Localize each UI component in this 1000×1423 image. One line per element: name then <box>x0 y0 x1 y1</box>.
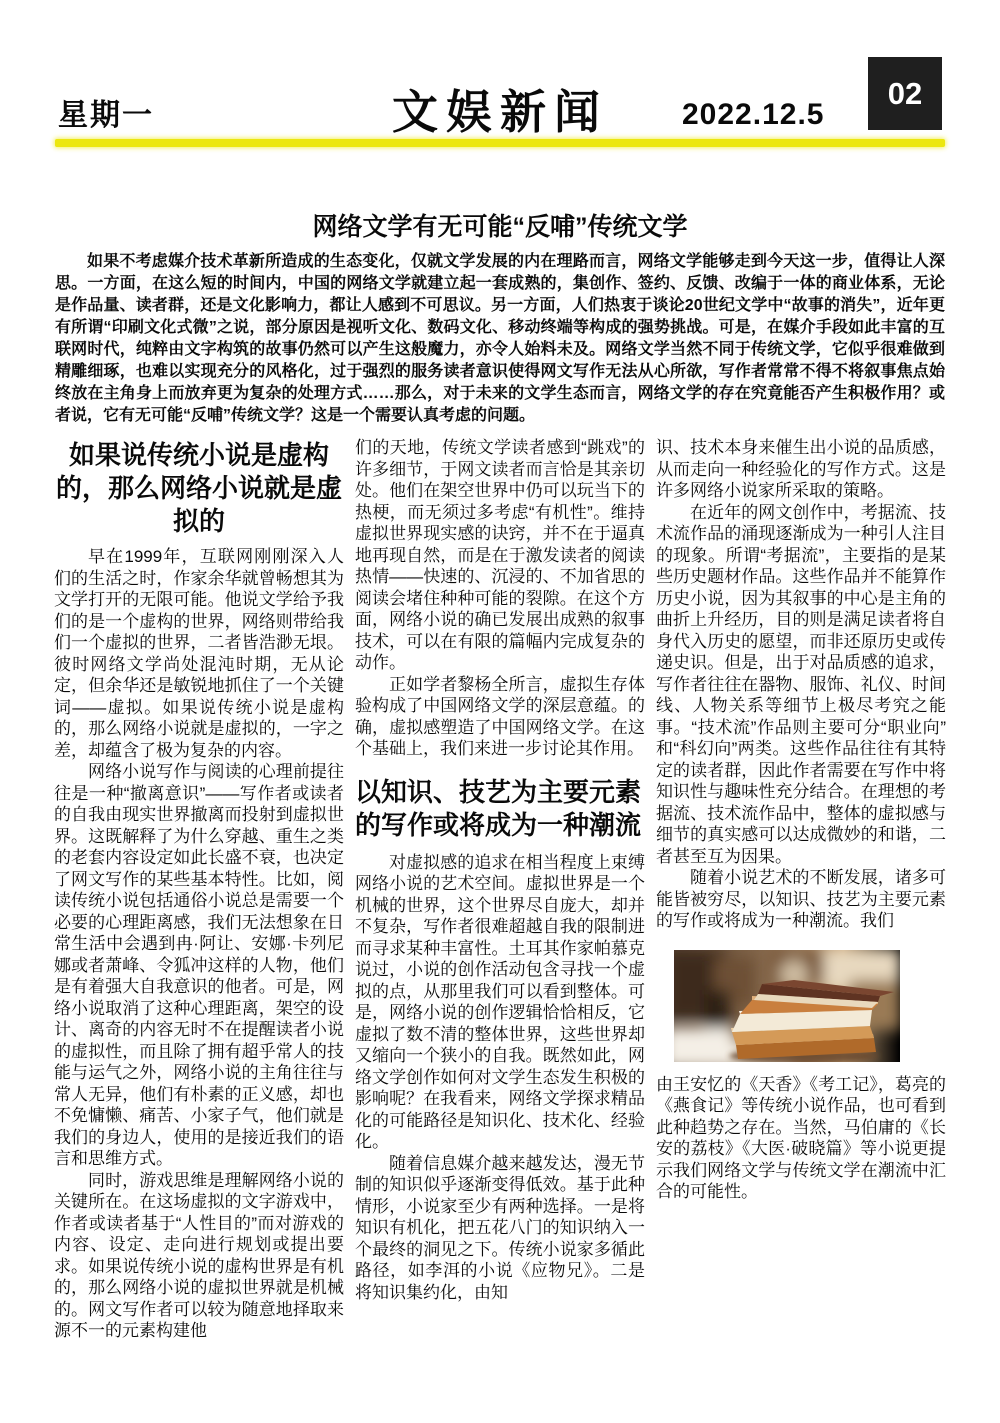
body-paragraph: 随着信息媒介越来越发达，漫无节制的知识似乎逐渐变得低效。基于此种情形，小说家至少有两种选择。一是将知识有机化，把五花八门的知识纳入一个最终的洞见之下。传统小说家多循此路径，如李洱的小说《应物兄》。二是将知识集约化，由知 <box>355 1153 645 1302</box>
page-header <box>0 0 1000 152</box>
masthead-title: 文娱新闻 <box>392 86 608 138</box>
issue-date: 2022.12.5 <box>682 98 825 131</box>
column-left <box>54 437 344 1342</box>
column-layout <box>54 437 946 1342</box>
body-paragraph: 在近年的网文创作中，考据流、技术流作品的涌现逐渐成为一种引人注目的现象。所谓“考据流”，主要指的是某些历史题材作品。这些作品并不能算作历史小说，因为其叙事的中心是主角的曲折上升经历，目的则是满足读者将自身代入历史的愿望，而非还原历史或传递史识。但是，出于对品质感的追求，写作者往往在器物、服饰、礼仪、时间线、人物关系等细节上极尽考究之能事。“技术流”作品则主要可分“职业向”和“科幻向”两类。这些作品往往有其特定的读者群，因此作者需要在写作中将知识性与趣味性充分结合。在理想的考据流、技术流作品中，整体的虚拟感与细节的真实感可以达成微妙的和谐，二者甚至互为因果。 <box>656 502 946 866</box>
books-photo <box>674 950 900 1062</box>
body-paragraph: 们的天地，传统文学读者感到“跳戏”的许多细节，于网文读者而言恰是其亲切处。他们在架空世界中仍可以玩当下的热梗，而无须过多考虑“有机性”。维持虚拟世界现实感的诀窍，并不在于逼真地再现自然，而是在于激发读者的阅读热情——快速的、沉浸的、不加省思的阅读会堵住种种可能的裂隙。在这个方面，网络小说的确已发展出成熟的叙事技术，可以在有限的篇幅内完成复杂的动作。 <box>355 438 645 672</box>
column-right <box>656 437 946 1342</box>
body-paragraph: 正如学者黎杨全所言，虚拟生存体验构成了中国网络文学的深层意蕴。的确，虚拟感塑造了中国网络文学。在这个基础上，我们来进一步讨论其作用。 <box>355 674 645 758</box>
body-paragraph: 随着小说艺术的不断发展，诸多可能皆被穷尽，以知识、技艺为主要元素的写作或将成为一种潮流。我们 <box>656 868 946 930</box>
body-paragraph: 识、技术本身来催生出小说的品质感，从而走向一种经验化的写作方式。这是许多网络小说家所采取的策略。 <box>656 438 946 500</box>
body-paragraph: 对虚拟感的追求在相当程度上束缚网络小说的艺术空间。虚拟世界是一个机械的世界，这个世界尽自庞大，却并不复杂，写作者很难超越自我的限制进而寻求某种丰富性。土耳其作家帕慕克说过，小说的创作活动包含寻找一个虚拟的点，从那里我们可以看到整体。可是，网络小说的创作逻辑恰恰相反，它虚拟了数不清的整体世界，这些世界却又缩向一个狭小的自我。既然如此，网络文学创作如何对文学生态发生积极的影响呢？在我看来，网络文学探求精品化的可能路径是知识化、技术化、经验化。 <box>355 852 645 1151</box>
article-title: 网络文学有无可能“反哺”传统文学 <box>312 213 688 241</box>
image-caption-paragraph: 由王安忆的《天香》《考工记》，葛亮的《燕食记》等传统小说作品，也可看到此种趋势之存在。当然，马伯庸的《长安的荔枝》《大医·破晓篇》等小说更提示我们网络文学与传统文学在潮流中汇合的可能性。 <box>656 1074 946 1201</box>
body-paragraph: 网络小说写作与阅读的心理前提往往是一种“撤离意识”——写作者或读者的自我由现实世界撤离而投射到虚拟世界。这既解释了为什么穿越、重生之类的老套内容设定如此长盛不衰，也决定了网文写作的某些基本特性。比如，阅读传统小说包括通俗小说总是需要一个必要的心理距离感，我们无法想象在日常生活中会遇到冉·阿让、安娜·卡列尼娜或者萧峰、令狐冲这样的人物，他们是有着强大自我意识的他者。可是，网络小说取消了这种心理距离，架空的设计、离奇的内容无时不在提醒读者小说的虚拟性，而且除了拥有超乎常人的技能与运气之外，网络小说的主角往往与常人无异，他们有朴素的正义感，却也不免慵懒、痛苦、小家子气，他们就是我们的身边人，使用的是接近我们的语言和思维方式。 <box>54 762 344 1168</box>
middle-column-headline: 以知识、技艺为主要元素的写作或将成为一种潮流 <box>355 776 642 840</box>
body-paragraph: 同时，游戏思维是理解网络小说的关键所在。在这场虚拟的文字游戏中，作者或读者基于“人性目的”而对游戏的内容、设定、走向进行规划或提出要求。如果说传统小说的虚构世界是有机的，那么网络小说的虚拟世界就是机械的。网文写作者可以较为随意地择取来源不一的元素构建他 <box>54 1170 344 1340</box>
page-number-badge: 02 <box>868 57 942 130</box>
body-paragraph: 早在1999年，互联网刚刚深入人们的生活之时，作家余华就曾畅想其为文学打开的无限可能。他说文学给予我们的是一个虚构的世界，网络则带给我们一个虚拟的世界，二者皆浩渺无垠。彼时网络文学尚处混沌时期，无从论定，但余华还是敏锐地抓住了一个关键词——虚拟。如果说传统小说是虚构的，那么网络小说就是虚拟的，一字之差，却蕴含了极为复杂的内容。 <box>54 547 344 760</box>
article-lead: 如果不考虑媒介技术革新所造成的生态变化，仅就文学发展的内在理路而言，网络文学能够走到今天这一步，值得让人深思。一方面，在这么短的时间内，中国的网络文学就建立起一套成熟的，集创作、签约、反馈、改编于一体的商业体系，无论是作品量、读者群，还是文化影响力，都让人感到不可思议。另一方面，人们热衷于谈论20世纪文学中“故事的消失”，近年更有所谓“印刷文化式微”之说，部分原因是视听文化、数码文化、移动终端等构成的强势挑战。可是，在媒介手段如此丰富的互联网时代，纯粹由文字构筑的故事仍然可以产生这般魔力，亦令人始料未及。网络文学当然不同于传统文学，它似乎很难做到精雕细琢，也难以实现充分的风格化，过于强烈的服务读者意识使得网文写作无法从心所欲，写作者常常不得不将叙事焦点始终放在主角身上而放弃更为复杂的处理方式……那么，对于未来的文学生态而言，网络文学的存在究竟能否产生积极作用？或者说，它有无可能“反哺”传统文学？这是一个需要认真考虑的问题。 <box>55 253 945 424</box>
left-column-headline: 如果说传统小说是虚构的，那么网络小说就是虚拟的 <box>55 440 342 536</box>
yellow-divider-rule <box>55 139 945 147</box>
weekday-label: 星期一 <box>58 99 154 132</box>
column-middle <box>355 437 645 1342</box>
